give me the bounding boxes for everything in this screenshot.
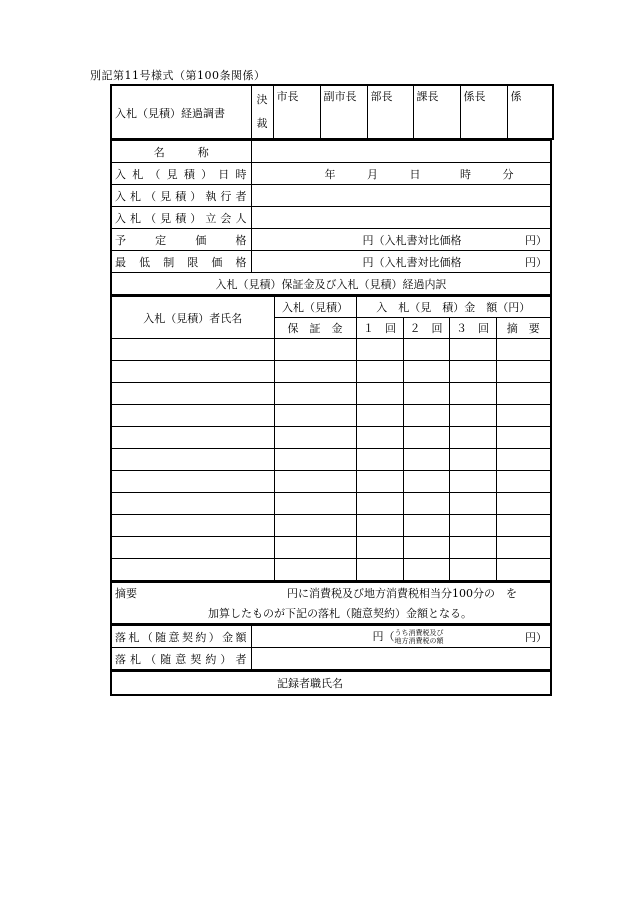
bid-cell-deposit[interactable] [274, 471, 356, 493]
seal-vice-mayor[interactable] [320, 85, 367, 139]
bid-cell-name[interactable] [111, 559, 274, 582]
notes-table [110, 582, 552, 625]
bid-cell-note[interactable] [496, 449, 551, 471]
notes-label: 摘要 [115, 587, 137, 600]
bid-cell-note[interactable] [496, 493, 551, 515]
min-price-label: 最低制限価格 [111, 251, 251, 273]
approval-table [110, 84, 554, 140]
round3-header: ３ 回 [449, 318, 496, 339]
deposit-header-bottom: 保 証 金 [274, 318, 356, 339]
bid-cell-deposit[interactable] [274, 537, 356, 559]
bid-cell-r1[interactable] [356, 449, 403, 471]
bid-cell-r2[interactable] [403, 493, 449, 515]
seal-section-chief[interactable] [413, 85, 460, 139]
name-label: 名 称 [153, 145, 209, 159]
bid-cell-note[interactable] [496, 427, 551, 449]
award-amount-label: 落札（随意契約）金額 [111, 626, 251, 648]
witness-field[interactable] [251, 207, 551, 229]
bid-cell-note[interactable] [496, 537, 551, 559]
bid-cell-name[interactable] [111, 427, 274, 449]
bid-row [111, 537, 551, 559]
section-title: 入札（見積）保証金及び入札（見積）経過内訳 [215, 277, 447, 291]
bid-cell-deposit[interactable] [274, 427, 356, 449]
planned-price-label: 予定価格 [111, 229, 251, 251]
role-vice-mayor: 副市長 [323, 90, 357, 103]
min-price-text: 円（入札書対比価格 [362, 255, 462, 269]
award-table [110, 625, 552, 671]
bid-cell-r2[interactable] [403, 383, 449, 405]
notes-line1: 円に消費税及び地方消費税相当分100分の を [287, 587, 517, 600]
bid-cell-r1[interactable] [356, 405, 403, 427]
bid-row [111, 471, 551, 493]
notes-line1-cell[interactable] [111, 583, 551, 604]
tax-line1: うち消費税及び [394, 629, 444, 637]
role-subsection-chief: 係長 [463, 90, 486, 103]
planned-price-text: 円（入札書対比価格 [362, 233, 462, 247]
bid-cell-r1[interactable] [356, 471, 403, 493]
date-label: 入札（見積）日時 [111, 163, 251, 185]
bid-cell-note[interactable] [496, 383, 551, 405]
bid-cell-r3[interactable] [449, 471, 496, 493]
decision-bottom: 裁 [256, 117, 268, 130]
bid-cell-r2[interactable] [403, 405, 449, 427]
round2-header: ２ 回 [403, 318, 449, 339]
award-amount-end: 円） [525, 630, 547, 644]
bid-cell-deposit[interactable] [274, 493, 356, 515]
bid-rows [111, 339, 551, 582]
bid-cell-note[interactable] [496, 515, 551, 537]
bid-cell-note[interactable] [496, 339, 551, 361]
bid-cell-deposit[interactable] [274, 405, 356, 427]
bid-cell-r3[interactable] [449, 537, 496, 559]
decision-cell [251, 85, 273, 139]
form-title [111, 85, 251, 139]
role-mayor: 市長 [276, 90, 299, 103]
recorder-field[interactable] [111, 672, 551, 696]
recorder-label: 記録者職氏名 [277, 677, 343, 690]
seal-subsection-chief[interactable] [460, 85, 507, 139]
bid-row [111, 515, 551, 537]
bid-cell-r3[interactable] [449, 493, 496, 515]
tax-note [395, 629, 444, 645]
recorder-table [110, 671, 552, 696]
bid-table [110, 296, 552, 582]
bid-cell-name[interactable] [111, 383, 274, 405]
date-hour: 時 [460, 167, 471, 181]
role-section-chief: 課長 [416, 90, 439, 103]
planned-price-end: 円） [525, 233, 547, 247]
bid-cell-r2[interactable] [403, 427, 449, 449]
bid-cell-r1[interactable] [356, 361, 403, 383]
witness-label: 入札（見積）立会人 [111, 207, 251, 229]
bid-cell-note[interactable] [496, 361, 551, 383]
bid-row [111, 427, 551, 449]
bid-cell-r1[interactable] [356, 493, 403, 515]
bid-row [111, 339, 551, 361]
deposit-header-top: 入札（見積） [274, 297, 356, 318]
executor-field[interactable] [251, 185, 551, 207]
bid-cell-deposit[interactable] [274, 361, 356, 383]
round1-header: １ 回 [356, 318, 403, 339]
bid-row [111, 383, 551, 405]
section-title-cell [111, 273, 551, 296]
bid-cell-r1[interactable] [356, 537, 403, 559]
name-label-cell [111, 141, 251, 163]
bid-row [111, 405, 551, 427]
bid-cell-r2[interactable] [403, 471, 449, 493]
date-day: 日 [409, 167, 421, 181]
date-minute: 分 [502, 167, 514, 181]
bid-cell-name[interactable] [111, 339, 274, 361]
bid-cell-deposit[interactable] [274, 449, 356, 471]
bid-cell-r1[interactable] [356, 515, 403, 537]
date-field[interactable] [251, 163, 551, 185]
bid-cell-r1[interactable] [356, 559, 403, 582]
bid-cell-name[interactable] [111, 493, 274, 515]
role-director: 部長 [370, 90, 393, 103]
info-table [110, 140, 552, 296]
role-staff: 係 [510, 90, 522, 103]
bid-cell-deposit[interactable] [274, 383, 356, 405]
bid-cell-name[interactable] [111, 449, 274, 471]
bid-cell-r2[interactable] [403, 361, 449, 383]
award-amount-field[interactable] [251, 626, 551, 648]
bid-cell-r1[interactable] [356, 427, 403, 449]
bid-cell-r2[interactable] [403, 515, 449, 537]
bid-cell-r3[interactable] [449, 427, 496, 449]
bidder-header: 入札（見積）者氏名 [143, 311, 243, 325]
notes-line2: 加算したものが下記の落札（随意契約）金額となる。 [208, 607, 472, 620]
amount-header: 入 札（見 積）金 額（円） [356, 297, 551, 318]
bidder-header-cell [111, 297, 274, 339]
bid-cell-r2[interactable] [403, 559, 449, 582]
winner-field[interactable] [251, 648, 551, 671]
decision-top: 決 [256, 93, 268, 106]
bid-cell-r2[interactable] [403, 339, 449, 361]
executor-label: 入札（見積）執行者 [111, 185, 251, 207]
min-price-end: 円） [525, 255, 547, 269]
bid-row [111, 559, 551, 582]
remarks-header: 摘 要 [496, 318, 551, 339]
tax-line2: 地方消費税の額 [394, 637, 444, 645]
bid-cell-deposit[interactable] [274, 339, 356, 361]
bid-cell-deposit[interactable] [274, 559, 356, 582]
min-price-field[interactable] [251, 251, 551, 273]
bid-cell-r3[interactable] [449, 383, 496, 405]
seal-mayor[interactable] [273, 85, 320, 139]
bid-row [111, 449, 551, 471]
name-field[interactable] [251, 141, 551, 163]
award-amount-text: 円（ [372, 630, 395, 643]
bid-cell-r3[interactable] [449, 405, 496, 427]
bid-cell-name[interactable] [111, 537, 274, 559]
bid-cell-r1[interactable] [356, 339, 403, 361]
bid-cell-r3[interactable] [449, 515, 496, 537]
bid-cell-r1[interactable] [356, 383, 403, 405]
bid-cell-name[interactable] [111, 405, 274, 427]
bid-cell-note[interactable] [496, 405, 551, 427]
bid-cell-name[interactable] [111, 471, 274, 493]
form-caption: 別記第11号様式（第100条関係） [90, 69, 266, 82]
planned-price-field[interactable] [251, 229, 551, 251]
bid-row [111, 361, 551, 383]
bid-cell-r3[interactable] [449, 559, 496, 582]
notes-line2-cell [111, 603, 551, 624]
tender-form [110, 84, 552, 696]
bid-row [111, 493, 551, 515]
bid-cell-r3[interactable] [449, 449, 496, 471]
winner-label: 落札（随意契約）者 [111, 648, 251, 671]
bid-cell-name[interactable] [111, 515, 274, 537]
bid-cell-r3[interactable] [449, 361, 496, 383]
bid-cell-deposit[interactable] [274, 515, 356, 537]
bid-cell-r3[interactable] [449, 339, 496, 361]
date-month: 月 [367, 167, 378, 181]
bid-cell-r2[interactable] [403, 537, 449, 559]
date-year: 年 [324, 167, 336, 181]
bid-cell-note[interactable] [496, 471, 551, 493]
bid-cell-note[interactable] [496, 559, 551, 582]
bid-cell-r2[interactable] [403, 449, 449, 471]
bid-cell-name[interactable] [111, 361, 274, 383]
form-title-text: 入札（見積）経過調書 [115, 107, 225, 120]
seal-staff[interactable] [507, 85, 553, 139]
seal-director[interactable] [367, 85, 413, 139]
